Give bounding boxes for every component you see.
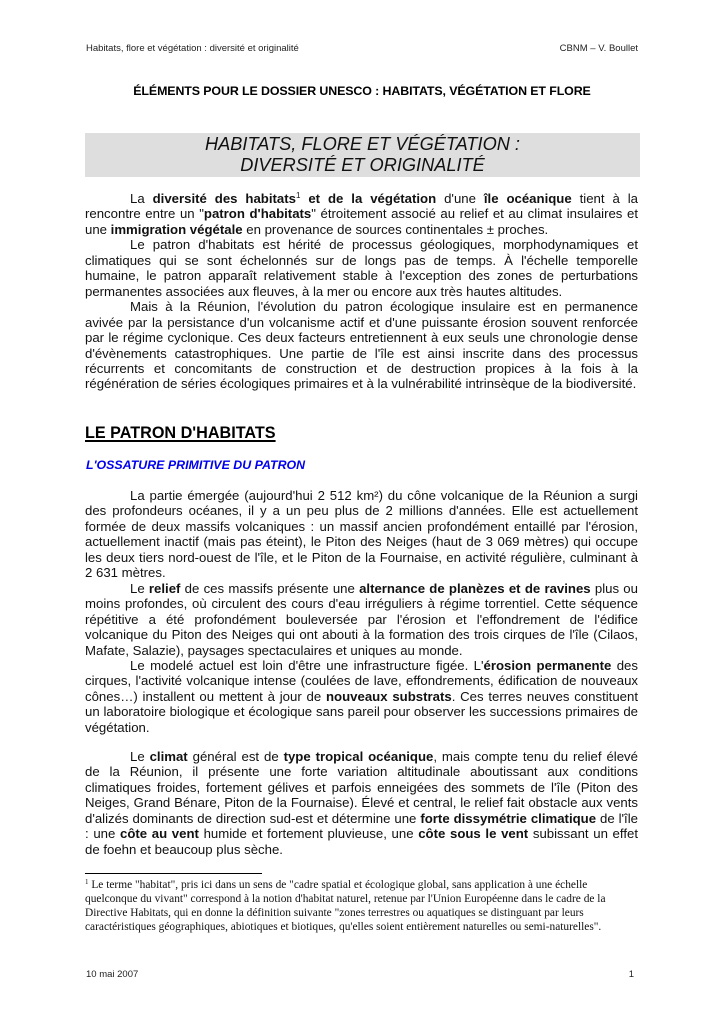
text-run: de ces massifs présente une	[180, 580, 360, 596]
text-run: Le modelé actuel est loin d'être une infrastructure figée. L'	[130, 657, 484, 673]
title-line-2: DIVERSITÉ ET ORIGINALITÉ	[240, 155, 485, 175]
paragraph	[85, 581, 638, 658]
paragraph	[85, 658, 638, 735]
text-run: plus ou moins profondes, où circulent des cours d'eau irréguliers à régime torrentiel. Cette séquence répétitive a été profondément bouleversée par l'érosion et l'effondrement de l'édifice volcanique du Piton des Neiges qui ont abouti à la formation des trois cirques de l'île (Cilaos, Mafate, Salazie), paysages spectaculaires et uniques au monde.	[85, 580, 638, 658]
title-line-1: HABITATS, FLORE ET VÉGÉTATION :	[205, 134, 520, 154]
text-run: général est de	[187, 749, 284, 764]
text-run: . Ces terres neuves constituent un laboratoire biologique et écologique sans pareil pour observer les successions primaires de végétation.	[85, 688, 638, 735]
header-author: CBNM – V. Boullet	[559, 43, 638, 54]
ossature-section	[85, 488, 638, 735]
emphasis: immigration végétale	[110, 221, 243, 237]
text-run: , mais compte tenu du relief élevé de la Réunion, il présente une forte variation altitudinale aboutissant aux conditions climatiques froides, fortement gélives et parfois enneigées des sommets de l'île (Piton des Neiges, Grand Bénare, Piton de la Fournaise). Élevé et central, le relief fait obstacle aux vents d'alizés dominants de direction sud-est et détermine une	[85, 749, 638, 826]
section-heading: LE PATRON D'HABITATS	[85, 424, 276, 442]
footnote-text: Le terme "habitat", pris ici dans un sens de "cadre spatial et écologique global, sans application à une échelle quelconque du vivant" correspond à la notion d'habitat naturel, retenue par l'Union Européenne dans le cadre de la Directive Habitats, qui en donne la définition suivante "zones terrestres ou aquatiques se distinguant par leurs caractéristiques géographiques, abiotiques et biotiques, qu'elles soient entièrement naturelles ou semi-naturelles".	[85, 879, 606, 934]
emphasis: forte dissymétrie climatique	[420, 810, 597, 826]
emphasis: nouveaux substrats	[325, 688, 452, 704]
text-run: en provenance de sources continentales ± proches.	[242, 221, 549, 237]
subsection-heading: L'OSSATURE PRIMITIVE DU PATRON	[86, 458, 306, 472]
text-run: tient à la rencontre entre un "	[85, 191, 638, 222]
running-header	[86, 43, 638, 54]
paragraph: La partie émergée (aujourd'hui 2 512 km²) du cône volcanique de la Réunion a surgi des profondeurs océanes, il y a un peu plus de 2 millions d'années. Elle est actuellement formée de deux massifs volcaniques : un massif ancien profondément entaillé par l'érosion, actuellement inactif (mais pas éteint), le Piton des Neiges (haut de 3 069 mètres) qui occupe les deux tiers nord-ouest de l'île, et le Piton de la Fournaise, en activité régulière, culminant à 2 631 mètres.	[85, 488, 638, 581]
footnote-ref: 1	[295, 191, 301, 200]
emphasis: type tropical océanique	[283, 749, 434, 764]
emphasis: climat	[149, 749, 188, 764]
page-title	[85, 133, 640, 177]
page-number: 1	[628, 969, 634, 980]
paragraph: Mais à la Réunion, l'évolution du patron écologique insulaire est en permanence avivée par la persistance d'un volcanisme actif et d'une puissante érosion souvent renforcée par le régime cyclonique. Ces deux facteurs entretiennent à eux seuls une chronologie dense d'évènements catastrophiques. Une partie de l'île est ainsi inscrite dans des processus récurrents et concomitants de construction et de destruction propices à la fois à la régénération de séries écologiques primaires et à la vulnérabilité intrinsèque de la biodiversité.	[85, 299, 638, 392]
emphasis: diversité des habitats	[152, 191, 296, 206]
text-run: La	[130, 191, 153, 206]
text-run: humide et fortement pluvieuse, une	[198, 826, 419, 842]
text-run: Le	[130, 580, 149, 596]
footer-date: 10 mai 2007	[86, 969, 139, 980]
emphasis: côte sous le vent	[418, 826, 529, 842]
header-doc-title: Habitats, flore et végétation : diversité et originalité	[86, 43, 299, 54]
text-run: des cirques, l'activité volcanique intense (coulées de lave, effondrements, édification de nouveaux cônes…) installent ou mettent à jour de	[85, 657, 638, 704]
emphasis: érosion permanente	[483, 657, 612, 673]
text-run: subissant un effet de foehn et beaucoup plus sèche.	[85, 826, 638, 857]
emphasis: alternance de planèzes et de ravines	[359, 580, 591, 596]
document-kicker: ÉLÉMENTS POUR LE DOSSIER UNESCO : HABITATS, VÉGÉTATION ET FLORE	[133, 84, 591, 98]
emphasis: relief	[148, 580, 181, 596]
footnote-separator	[85, 873, 262, 874]
text-run: de l'île : une	[85, 810, 638, 842]
emphasis: et de la végétation	[300, 191, 437, 206]
climat-section	[85, 749, 638, 857]
emphasis: patron d'habitats	[203, 206, 312, 222]
footnote	[85, 878, 641, 934]
text-run: d'une	[436, 191, 484, 206]
emphasis: côte au vent	[119, 826, 199, 842]
footnote-marker: 1	[85, 878, 89, 886]
paragraph: Le patron d'habitats est hérité de processus géologiques, morphodynamiques et climatiques qui se sont échelonnés sur de longs pas de temps. À l'échelle temporelle humaine, le patron apparaît relativement stable à l'exception des zones de perturbations permanentes associées aux fleuves, à la mer ou encore aux très hautes altitudes.	[85, 237, 638, 299]
intro-section	[85, 191, 638, 392]
text-run: " étroitement associé au relief et au climat insulaires et une	[85, 206, 638, 237]
paragraph	[85, 749, 638, 857]
text-run: Le	[130, 749, 150, 764]
running-footer	[86, 969, 638, 980]
paragraph	[85, 191, 638, 237]
emphasis: île océanique	[483, 191, 572, 206]
